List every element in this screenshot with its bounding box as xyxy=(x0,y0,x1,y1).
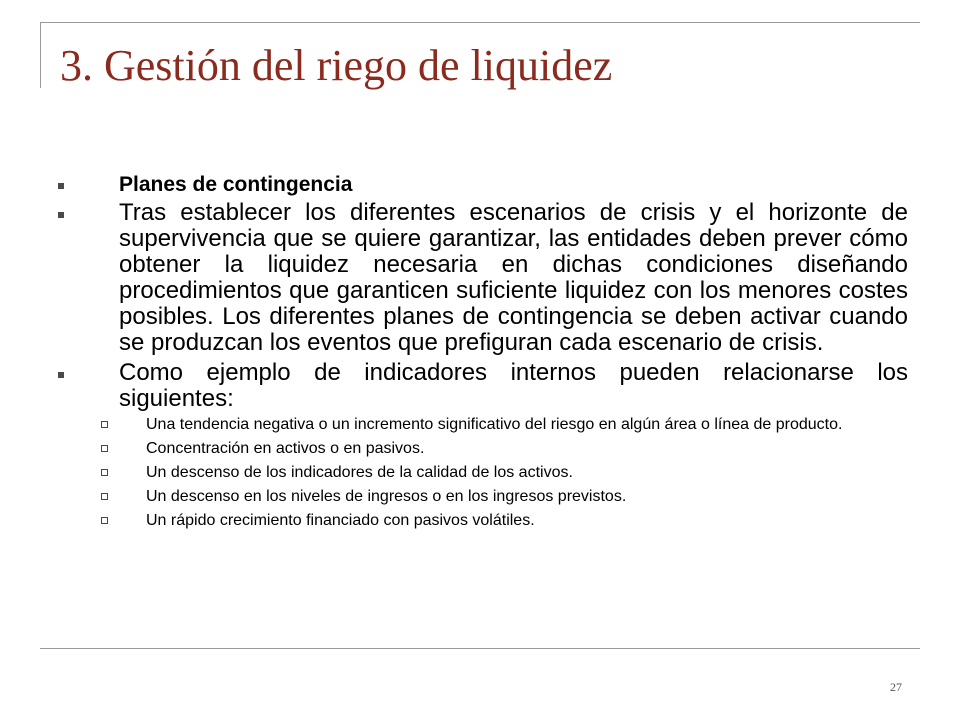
bottom-rule xyxy=(40,648,920,649)
bullet-como xyxy=(119,360,908,412)
sub-item xyxy=(146,416,908,434)
square-bullet-icon xyxy=(58,212,64,218)
hollow-square-bullet-icon xyxy=(101,445,108,452)
sub-item xyxy=(146,488,908,506)
bullet-text: Planes de contingencia xyxy=(119,173,353,196)
bullet-planes xyxy=(119,170,908,200)
hollow-square-bullet-icon xyxy=(101,469,108,476)
slide-content xyxy=(0,170,960,530)
square-bullet-icon xyxy=(58,372,64,378)
sub-item-text: Un descenso en los niveles de ingresos o en los ingresos previstos. xyxy=(146,488,627,505)
hollow-square-bullet-icon xyxy=(101,517,108,524)
sub-item xyxy=(146,440,908,458)
sub-item xyxy=(146,512,908,530)
sub-item-text: Un rápido crecimiento financiado con pasivos volátiles. xyxy=(146,512,535,529)
bullet-tras xyxy=(119,200,908,356)
slide-title: 3. Gestión del riego de liquidez xyxy=(60,41,613,90)
bullet-text: Como ejemplo de indicadores internos pueden relacionarse los siguientes: xyxy=(119,359,908,412)
sub-item xyxy=(146,464,908,482)
page-number: 27 xyxy=(890,680,902,694)
bullet-text: Tras establecer los diferentes escenarios de crisis y el horizonte de supervivencia que se quiere garantizar, las entidades deben prever cómo obtener la liquidez necesaria en dichas condiciones diseñando procedimientos que garanticen suficiente liquidez con los menores costes posibles. Los diferentes planes de contingencia se deben activar cuando se produzcan los eventos que prefiguran cada escenario de crisis. xyxy=(119,199,908,356)
hollow-square-bullet-icon xyxy=(101,493,108,500)
left-rule xyxy=(40,22,41,88)
sub-item-text: Una tendencia negativa o un incremento significativo del riesgo en algún área o línea de producto. xyxy=(146,416,843,433)
top-rule xyxy=(40,22,920,23)
sub-item-text: Un descenso de los indicadores de la calidad de los activos. xyxy=(146,464,573,481)
sub-item-text: Concentración en activos o en pasivos. xyxy=(146,440,425,457)
square-bullet-icon xyxy=(58,183,64,189)
hollow-square-bullet-icon xyxy=(101,421,108,428)
